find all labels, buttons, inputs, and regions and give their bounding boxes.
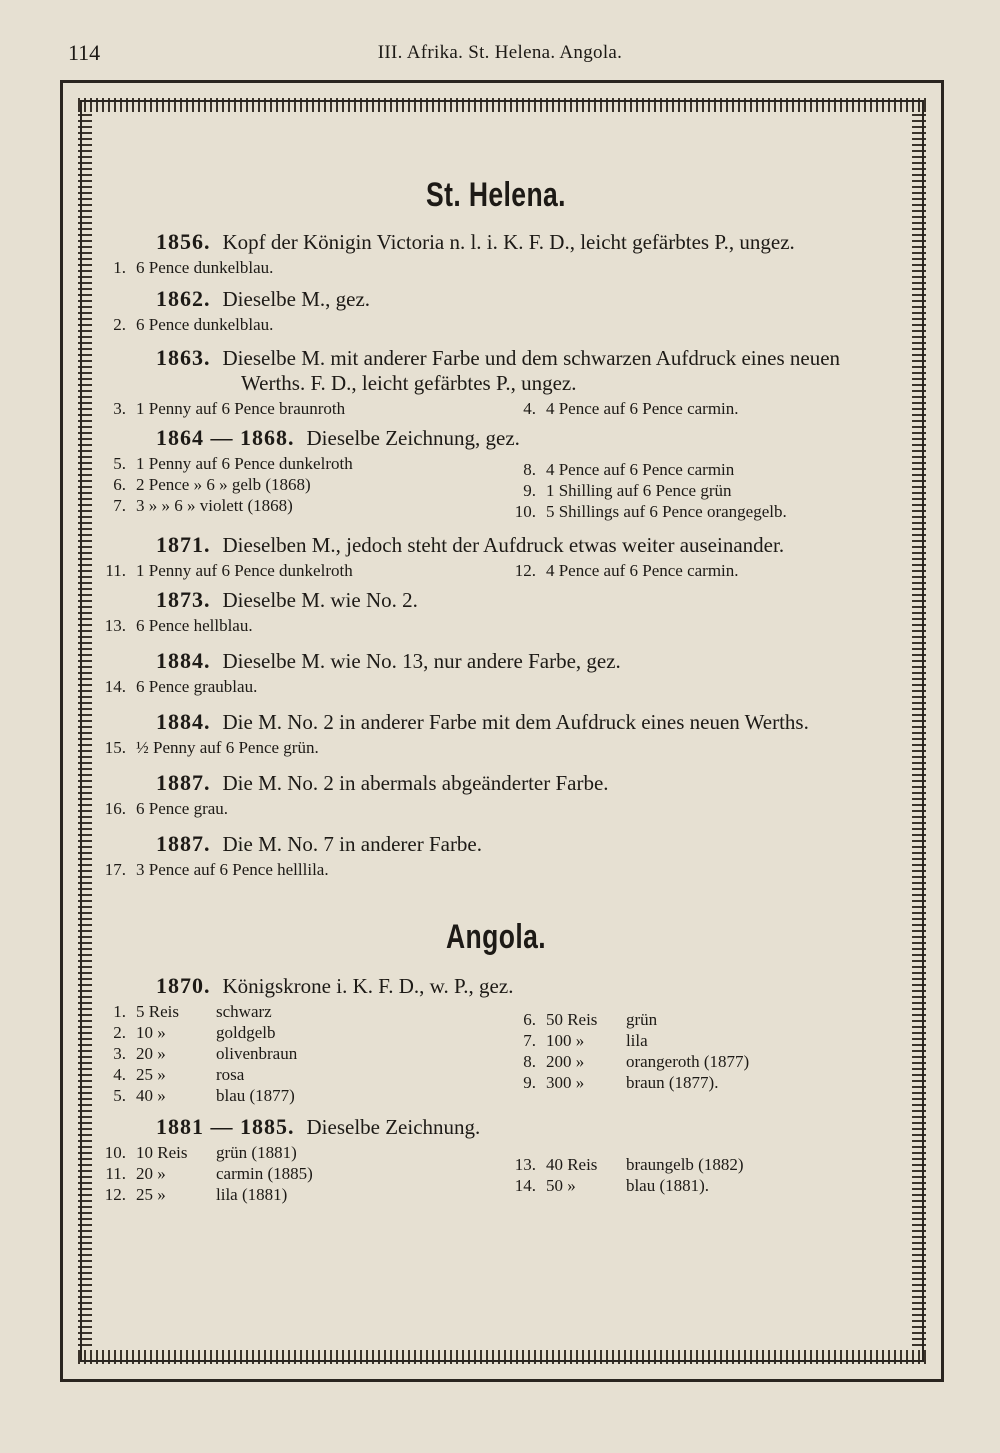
stamp-column-left [96,453,496,522]
stamp-list [96,453,896,522]
issue-description: Die M. No. 2 in anderer Farbe mit dem Aufdruck eines neuen Werths. [222,710,809,734]
stamp-color: carmin (1885) [216,1164,313,1183]
stamp-number: 6. [113,475,126,494]
issue-heading [96,1114,896,1140]
stamp-entry [506,1030,896,1051]
stamp-number: 9. [523,1073,536,1092]
issue-heading [96,587,896,613]
stamp-text: 3 Pence auf 6 Pence helllila. [136,860,329,879]
stamp-entry [506,560,896,581]
stamp-number: 11. [105,561,126,580]
stamp-list [96,676,896,697]
issue-heading [96,709,896,735]
stamp-entry [96,615,896,636]
stamp-number: 9. [523,481,536,500]
stamp-color: lila (1881) [216,1185,288,1204]
stamp-list [96,560,896,581]
stamp-entry [96,495,496,516]
stamp-color: schwarz [216,1002,272,1021]
stamp-list [96,1001,896,1106]
issue-description: Dieselbe M., gez. [222,287,371,311]
stamp-color: goldgelb [216,1023,276,1042]
stamp-value: 10 » [136,1023,166,1042]
stamp-text: 3 » » 6 » violett (1868) [136,496,293,515]
stamp-column-right [496,398,896,419]
stamp-color: braungelb (1882) [625,1155,744,1174]
stamp-number: 12. [104,1185,126,1204]
stamp-number: 2. [113,315,126,334]
issue-year: 1871. [156,532,211,557]
stamp-value: 200 » [545,1052,585,1071]
stamp-entry [96,1085,496,1106]
issue-description: Dieselben M., jedoch steht der Aufdruck etwas weiter auseinander. [222,533,785,557]
stamp-column-left [96,1001,496,1106]
stamp-entry [96,1064,496,1085]
issue-year: 1881 — 1885. [156,1114,295,1139]
stamp-entry [506,1051,896,1072]
section-angola [96,918,896,1205]
issue-year: 1870. [156,973,211,998]
stamp-text: 6 Pence hellblau. [136,616,253,635]
stamp-number: 7. [113,496,126,515]
issue-heading [96,973,896,999]
stamp-color: olivenbraun [216,1044,298,1063]
stamp-entry [96,737,896,758]
stamp-entry [96,1163,496,1184]
stamp-number: 1. [113,258,126,277]
issue-description: Dieselbe Zeichnung. [306,1115,481,1139]
stamp-text: 6 Pence dunkelblau. [136,315,274,334]
issue-heading [96,831,896,857]
stamp-color: braun (1877). [625,1073,719,1092]
stamp-list [96,257,896,278]
stamp-value: 20 » [136,1164,166,1183]
issue-year: 1873. [156,587,211,612]
stamp-list [96,798,896,819]
stamp-entry [506,1175,896,1196]
stamp-color: grün [625,1010,658,1029]
issue-heading [96,770,896,796]
stamp-entry [96,474,496,495]
issue-year: 1884. [156,648,211,673]
issue-heading [96,345,896,396]
stamp-entry [96,560,496,581]
stamp-number: 7. [523,1031,536,1050]
stamp-number: 4. [113,1065,126,1084]
stamp-column-right [496,1142,896,1205]
stamp-number: 15. [104,738,126,757]
stamp-list [96,615,896,636]
stamp-text: 4 Pence auf 6 Pence carmin. [545,399,739,418]
stamp-color: blau (1881). [625,1176,710,1195]
stamp-entry [96,314,896,335]
stamp-value: 10 Reis [136,1143,188,1162]
issue-heading [96,532,896,558]
stamp-entry [96,1142,496,1163]
issue-heading [96,648,896,674]
stamp-number: 14. [104,677,126,696]
page-content [96,110,896,1205]
stamp-value: 20 » [136,1044,166,1063]
page-header [0,40,1000,70]
stamp-value: 25 » [136,1185,166,1204]
issue-description: Die M. No. 2 in abermals abgeänderter Farbe. [222,771,609,795]
stamp-entry [506,398,896,419]
issue-description: Kopf der Königin Victoria n. l. i. K. F. D., leicht gefärbtes P., ungez. [222,230,795,254]
stamp-color: grün (1881) [216,1143,297,1162]
stamp-number: 10. [514,502,536,521]
stamp-value: 50 Reis [545,1010,598,1029]
stamp-column-left [96,398,496,419]
stamp-entry [506,1009,896,1030]
stamp-value: 40 Reis [545,1155,598,1174]
stamp-color: lila [625,1031,648,1050]
page-number: 114 [68,40,101,65]
stamp-number: 17. [104,860,126,879]
issue-description: Dieselbe M. wie No. 2. [222,588,418,612]
running-head: III. Afrika. St. Helena. Angola. [377,42,623,63]
stamp-entry [96,676,896,697]
stamp-value: 300 » [545,1073,585,1092]
stamp-text: 1 Penny auf 6 Pence dunkelroth [136,454,353,473]
stamp-text: 4 Pence auf 6 Pence carmin. [545,561,739,580]
stamp-list [96,1142,896,1205]
stamp-column-right [496,453,896,522]
stamp-text: 2 Pence » 6 » gelb (1868) [136,475,311,494]
section-st-helena [96,176,896,880]
stamp-number: 13. [514,1155,536,1174]
issue-heading [96,425,896,451]
stamp-entry [96,859,896,880]
stamp-entry [96,1043,496,1064]
issue-description: Dieselbe Zeichnung, gez. [306,426,520,450]
stamp-entry [96,257,896,278]
stamp-number: 6. [523,1010,536,1029]
issue-year: 1884. [156,709,211,734]
stamp-value: 5 Reis [136,1002,179,1021]
stamp-entry [96,1001,496,1022]
stamp-text: 6 Pence grau. [136,799,229,818]
stamp-list [96,737,896,758]
stamp-color: blau (1877) [216,1086,295,1105]
stamp-number: 10. [104,1143,126,1162]
stamp-number: 16. [104,799,126,818]
stamp-number: 3. [113,399,126,418]
stamp-value: 50 » [545,1176,576,1195]
stamp-entry [96,798,896,819]
stamp-value: 25 » [136,1065,166,1084]
stamp-number: 2. [113,1023,126,1042]
stamp-number: 4. [523,399,536,418]
stamp-entry [96,398,496,419]
stamp-entry [506,501,896,522]
section-title-angola: Angola. [446,918,546,956]
stamp-color: rosa [216,1065,245,1084]
issue-description: Dieselbe M. mit anderer Farbe und dem schwarzen Aufdruck eines neuen Werths. F. D., leicht gefärbtes P., ungez. [222,346,841,395]
issue-year: 1863. [156,345,211,370]
issue-year: 1862. [156,286,211,311]
section-title-st-helena: St. Helena. [426,176,566,214]
stamp-entry [96,1184,496,1205]
stamp-text: ½ Penny auf 6 Pence grün. [136,738,319,757]
stamp-number: 1. [113,1002,126,1021]
issue-year: 1887. [156,831,211,856]
stamp-entry [506,480,896,501]
issue-heading [96,286,896,312]
issue-year: 1887. [156,770,211,795]
issue-year: 1856. [156,229,211,254]
stamp-value: 100 » [545,1031,585,1050]
stamp-entry [96,1022,496,1043]
stamp-column-right [496,560,896,581]
stamp-number: 11. [105,1164,126,1183]
stamp-column-right [496,1001,896,1106]
stamp-column-left [96,1142,496,1205]
stamp-list [96,859,896,880]
stamp-column-left [96,560,496,581]
stamp-number: 13. [104,616,126,635]
issue-description: Königskrone i. K. F. D., w. P., gez. [222,974,514,998]
stamp-entry [506,459,896,480]
issue-description: Dieselbe M. wie No. 13, nur andere Farbe, gez. [222,649,621,673]
stamp-entry [96,453,496,474]
stamp-number: 8. [523,460,536,479]
stamp-text: 6 Pence dunkelblau. [136,258,274,277]
stamp-number: 5. [113,454,126,473]
stamp-number: 3. [113,1044,126,1063]
stamp-text: 1 Shilling auf 6 Pence grün [545,481,732,500]
stamp-text: 1 Penny auf 6 Pence braunroth [136,399,346,418]
stamp-number: 14. [514,1176,536,1195]
stamp-entry [506,1072,896,1093]
issue-heading [96,229,896,255]
stamp-entry [506,1154,896,1175]
stamp-list [96,314,896,335]
stamp-text: 5 Shillings auf 6 Pence orangegelb. [545,502,787,521]
issue-description: Die M. No. 7 in anderer Farbe. [222,832,483,856]
stamp-text: 1 Penny auf 6 Pence dunkelroth [136,561,353,580]
stamp-value: 40 » [136,1086,166,1105]
stamp-color: orangeroth (1877) [625,1052,750,1071]
issue-year: 1864 — 1868. [156,425,295,450]
stamp-text: 4 Pence auf 6 Pence carmin [545,460,735,479]
stamp-number: 5. [113,1086,126,1105]
stamp-list [96,398,896,419]
stamp-text: 6 Pence graublau. [136,677,258,696]
stamp-number: 12. [514,561,536,580]
stamp-number: 8. [523,1052,536,1071]
